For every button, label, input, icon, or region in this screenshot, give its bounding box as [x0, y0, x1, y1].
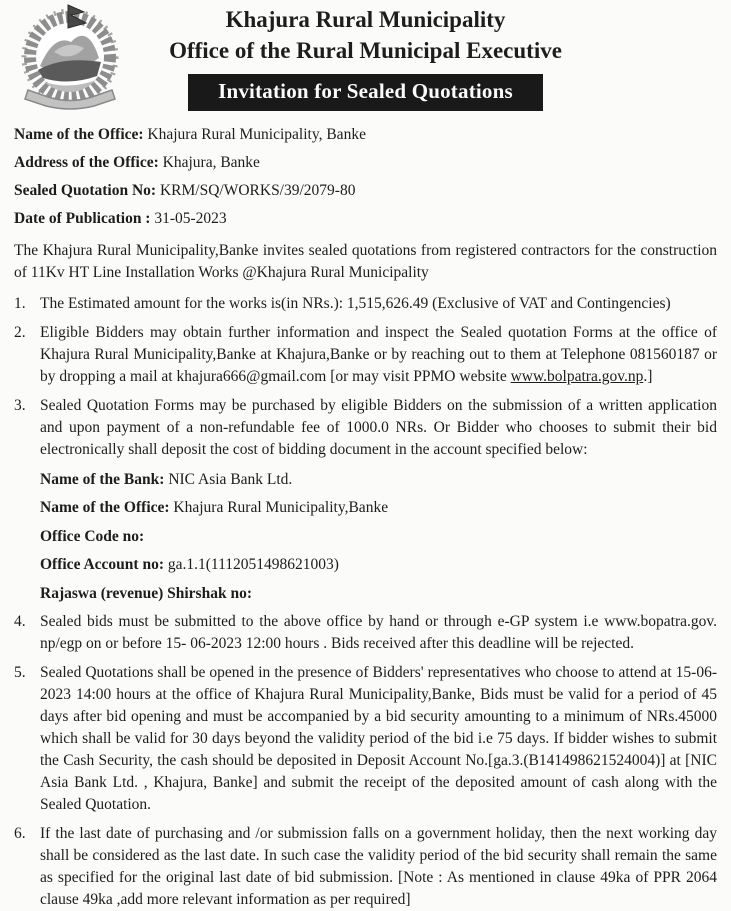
org-title: Khajura Rural Municipality [225, 7, 506, 32]
list-item-number: 5. [14, 664, 26, 681]
office-title: Office of the Rural Municipal Executive [169, 38, 562, 63]
quotation-no-label: Sealed Quotation No: [14, 182, 157, 199]
bidder-information-text [40, 322, 717, 388]
bank-name-line [40, 469, 717, 490]
quotation-no-value: KRM/SQ/WORKS/39/2079-80 [159, 182, 356, 199]
quotation-no-line [14, 180, 717, 201]
list-item [14, 395, 717, 461]
list-item-number: 1. [14, 295, 26, 312]
office-code-line [40, 526, 717, 547]
list-item [14, 322, 717, 388]
intro-paragraph: The Khajura Rural Municipality,Banke invites sealed quotations from registered contractors for the construction of 11Kv HT Line Installation Works @Khajura Rural Municipality [14, 242, 717, 281]
office-account-label: Office Account no: [40, 556, 164, 573]
list-item [14, 611, 717, 655]
publication-date-label: Date of Publication : [14, 210, 151, 227]
estimated-amount-text: The Estimated amount for the works is(in NRs.): 1,515,626.49 (Exclusive of VAT and Contingencies) [40, 295, 671, 312]
office-address-line [14, 152, 717, 173]
list-item [14, 823, 717, 911]
bank-office-name-value: Khajura Rural Municipality,Banke [173, 499, 389, 516]
bank-details-block [40, 469, 717, 604]
office-account-value: ga.1.1(1112051498621003) [167, 556, 339, 573]
office-code-label: Office Code no: [40, 527, 145, 545]
list-item [14, 662, 717, 816]
list-item-number: 4. [14, 613, 26, 630]
list-item [14, 293, 717, 315]
list-item-number: 6. [14, 825, 26, 842]
office-address-label: Address of the Office: [14, 154, 159, 171]
bank-office-name-label: Name of the Office: [40, 499, 170, 516]
office-account-line [40, 554, 717, 575]
office-name-line [14, 124, 717, 145]
holiday-clause-text: If the last date of purchasing and /or submission falls on a government holiday, then the next working day shall be considered as the last date. In such case the validity period of the bid security shall remain the same as specified for the original last date of bid submission. [Note : As mentioned in clause 49ka of PPR 2064 clause 49ka ,add more relevant information as per required] [40, 825, 717, 908]
bank-name-value: NIC Asia Bank Ltd. [168, 470, 293, 488]
list-item-number: 3. [14, 397, 26, 414]
bank-office-name-line [40, 497, 717, 518]
municipality-emblem-icon [10, 2, 130, 110]
bank-name-label: Name of the Bank: [40, 470, 165, 488]
publication-date-value: 31-05-2023 [154, 210, 227, 227]
rajaswa-shirshak-line [40, 583, 717, 604]
meta-block [14, 124, 717, 229]
office-name-value: Khajura Rural Municipality, Banke [147, 126, 366, 143]
office-address-value: Khajura, Banke [162, 154, 260, 171]
list-item-number: 2. [14, 324, 26, 341]
rajaswa-shirshak-label: Rajaswa (revenue) Shirshak no: [40, 584, 252, 602]
bidder-information-text-before: Eligible Bidders may obtain further information and inspect the Sealed quotation Forms at the office of Khajura Rural Municipality,Banke at Khajura,Banke or by reaching out to them at Telephone 081560187 or by dropping a mail at khajura666@gmail.com [or may visit PPMO website [40, 324, 717, 385]
bidder-information-text-after: .] [643, 368, 653, 385]
submission-deadline-text: Sealed bids must be submitted to the above office by hand or through e-GP system i.e www.bopatra.gov. np/egp on or before 15- 06-2023 12:00 hours . Bids received after this deadline will be rejected. [40, 613, 717, 652]
conditions-list [14, 293, 717, 911]
office-name-label: Name of the Office: [14, 126, 144, 143]
publication-date-line [14, 208, 717, 229]
bid-opening-text: Sealed Quotations shall be opened in the presence of Bidders' representatives who choose to attend at 15-06-2023 14:00 hours at the office of Khajura Rural Municipality,Banke, Bids must be valid for a period of 45 days after bid opening and must be accompanied by a bid security amounting to a minimum of NRs.45000 which shall be valid for 30 days beyond the validity period of the bid i.e 75 days. If bidder wishes to submit the Cash Security, the cash should be deposited in Deposit Account No.[ga.3.(B141498621524004)] at [NIC Asia Bank Ltd. , Khajura, Banke] and submit the receipt of the deposited amount of cash along with the Sealed Quotation. [40, 664, 717, 813]
document-title-banner: Invitation for Sealed Quotations [188, 74, 543, 111]
form-purchase-text: Sealed Quotation Forms may be purchased by eligible Bidders on the submission of a written application and upon payment of a non-refundable fee of 1000.0 NRs. Or Bidder who chooses to submit their bid electronically shall deposit the cost of bidding document in the account specified below: [40, 397, 717, 458]
ppmo-website-link[interactable]: www.bolpatra.gov.np [510, 368, 644, 385]
